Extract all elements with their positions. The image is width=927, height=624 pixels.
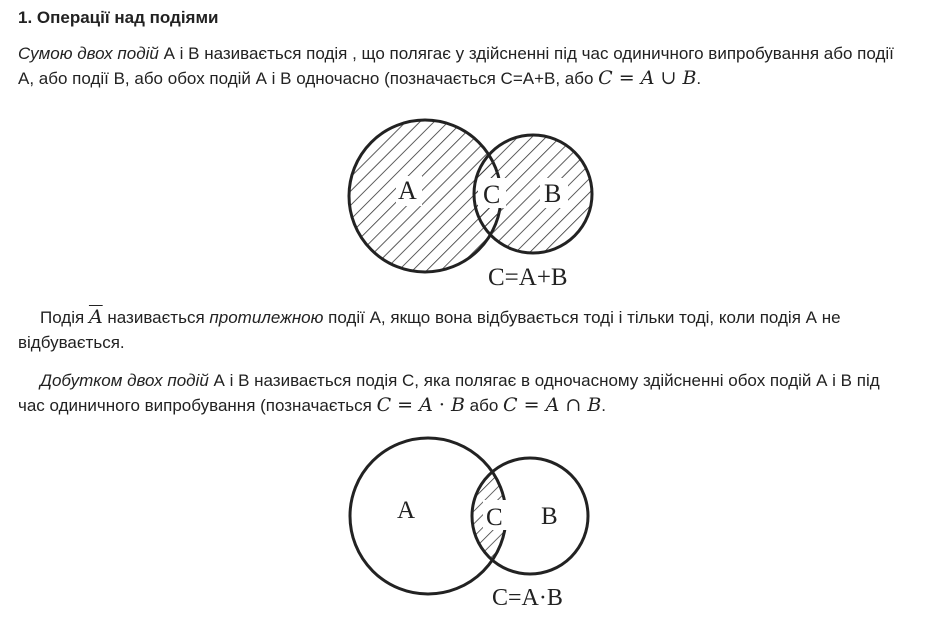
paragraph-line-1 (18, 41, 918, 66)
paragraph-complement (18, 305, 918, 355)
paragraph-line-1 (18, 305, 918, 330)
paragraph-line-2 (18, 66, 918, 91)
paragraph-line-2: відбувається. (18, 333, 125, 352)
text: . (696, 69, 702, 88)
math-symbol: C (376, 394, 392, 416)
caption: C=A+B (488, 264, 568, 291)
section-heading: 1. Операції над подіями (18, 8, 219, 27)
formula-union (598, 67, 696, 89)
text: А і В називається подія , що полягає у здійсненні під час одиничного випробування або події (158, 44, 894, 63)
paragraph-sum-definition (18, 41, 918, 91)
label-b: B (544, 179, 562, 208)
label-a: A (397, 497, 416, 524)
text: Подія (40, 308, 89, 327)
label-b: B (541, 503, 558, 530)
text: час одиничного випробування (позначається (18, 396, 377, 415)
text: А, або події В, або обох подій А і В одночасно (позначається С=А+В, або (18, 69, 599, 88)
text: . (601, 396, 607, 415)
venn-diagram-union (330, 98, 610, 294)
paragraph-line-2 (18, 393, 918, 418)
math-symbol: C (503, 394, 518, 416)
formula-complement-a: $\overline{A}$ (88, 306, 103, 328)
paragraph-line-1 (18, 368, 918, 393)
label-c: C (486, 504, 503, 531)
math-symbol: B (587, 394, 602, 416)
math-operator: · (432, 394, 451, 416)
section-heading-block (18, 5, 918, 30)
math-symbol: B (682, 67, 697, 89)
math-operator: = (391, 394, 420, 416)
text: А і В називається подія С, яка полягає в одночасному здійсненні обох подій А і В під (208, 371, 880, 390)
math-operator: ∪ (654, 67, 683, 89)
formula-product (377, 394, 465, 416)
label-a: A (398, 176, 417, 205)
term-product: Добутком двох подій (40, 371, 209, 390)
caption: C=A·B (492, 585, 563, 611)
math-operator: = (612, 67, 641, 89)
paragraph-product-definition (18, 368, 918, 418)
term-opposite: протилежною (209, 308, 324, 327)
math-operator: ∩ (559, 394, 588, 416)
text: називається (102, 308, 210, 327)
math-operator: = (517, 394, 546, 416)
label-c: C (483, 180, 501, 209)
math-symbol: A (640, 67, 655, 89)
text: або (464, 396, 504, 415)
text: події А, якщо вона відбувається тоді і тільки тоді, коли подія А не (323, 308, 841, 327)
math-symbol: A (419, 394, 433, 416)
math-symbol: C (598, 67, 613, 89)
formula-intersection (503, 394, 601, 416)
venn-diagram-intersection (340, 428, 610, 618)
math-symbol: B (450, 394, 465, 416)
math-symbol: A (545, 394, 560, 416)
term-sum: Сумою двох подій (18, 44, 159, 63)
